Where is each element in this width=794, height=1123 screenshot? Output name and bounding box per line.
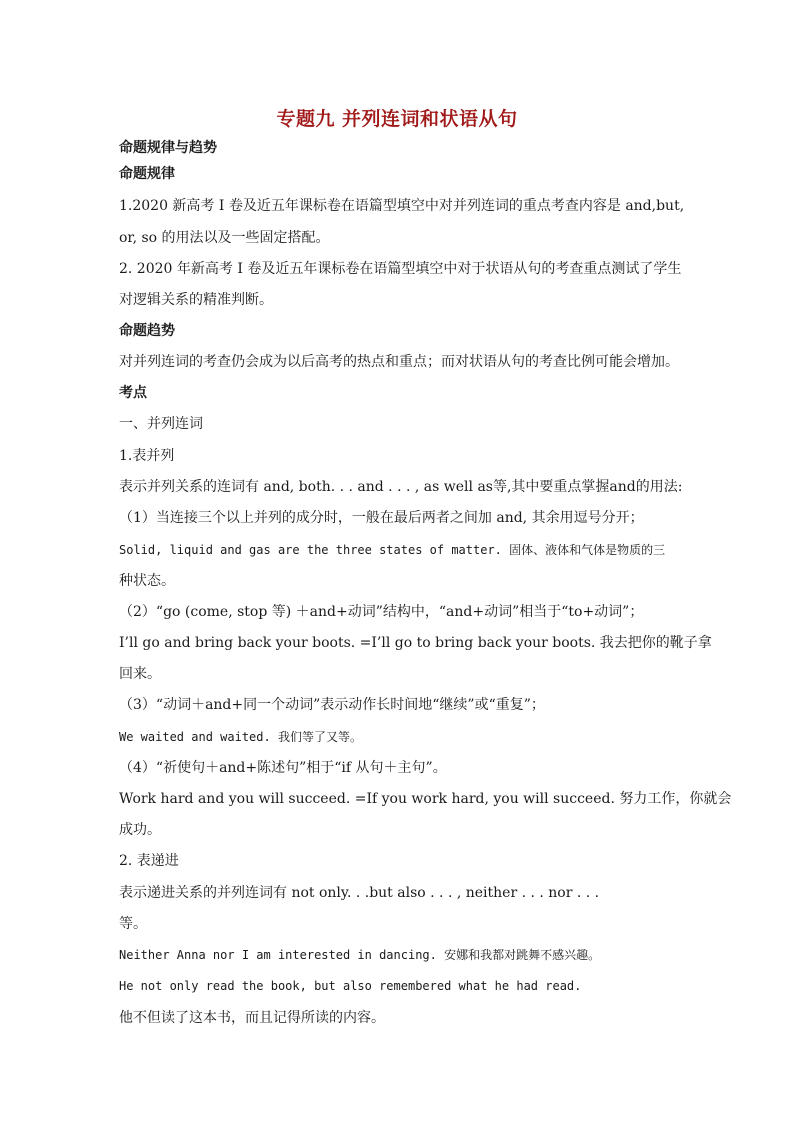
page-title: 专题九 并列连词和状语从句 [276, 108, 518, 130]
paragraph-line: （4）“祈使句＋and+陈述句”相于“if 从句＋主句”。 [119, 760, 447, 776]
section-heading: 考点 [119, 385, 147, 401]
example-sentence: He not only read the book, but also remembered what he had read. [119, 979, 582, 993]
paragraph-line: 2. 表递进 [119, 853, 179, 869]
example-sentence: Solid, liquid and gas are the three states of matter. 固体、液体和气体是物质的三 [119, 543, 666, 557]
example-sentence: We waited and waited. 我们等了又等。 [119, 730, 362, 744]
paragraph-line: 1.2020 新高考 I 卷及近五年课标卷在语篇型填空中对并列连词的重点考查内容是 and,but, [119, 198, 685, 214]
paragraph-line: 2. 2020 年新高考 I 卷及近五年课标卷在语篇型填空中对于状语从句的考查重点测试了学生 [119, 261, 682, 277]
paragraph-line: 他不但读了这本书，而且记得所读的内容。 [119, 1010, 385, 1026]
paragraph-line: （1）当连接三个以上并列的成分时，一般在最后两者之间加 and, 其余用逗号分开； [119, 510, 644, 526]
paragraph-line: 表示并列关系的连词有 and, both. . . and . . . , as well as等,其中要重点掌握and的用法: [119, 479, 683, 495]
paragraph-line: 回来。 [119, 666, 161, 682]
paragraph-line: （3）“动词＋and+同一个动词”表示动作长时间地“继续”或“重复”； [119, 697, 545, 713]
example-sentence: I’ll go and bring back your boots. =I’ll go to bring back your boots. 我去把你的靴子拿 [119, 635, 712, 651]
paragraph-line: 对逻辑关系的精准判断。 [119, 292, 273, 308]
paragraph-line: （2）“go (come, stop 等) ＋and+动词”结构中，“and+动词”相当于“to+动词”； [119, 604, 644, 620]
paragraph-line: 种状态。 [119, 573, 175, 589]
paragraph-line: 成功。 [119, 822, 161, 838]
paragraph-line: 表示递进关系的并列连词有 not only. . .but also . . . , neither . . . nor . . . [119, 885, 600, 901]
paragraph-line: or, so 的用法以及一些固定搭配。 [119, 230, 330, 246]
example-sentence: Neither Anna nor I am interested in dancing. 安娜和我都对跳舞不感兴趣。 [119, 948, 601, 962]
paragraph-line: 1.表并列 [119, 448, 175, 464]
section-heading: 命题规律与趋势 [119, 140, 217, 156]
example-sentence: Work hard and you will succeed. =If you work hard, you will succeed. 努力工作，你就会 [119, 791, 732, 807]
paragraph-line: 一、并列连词 [119, 416, 203, 432]
paragraph-line: 对并列连词的考查仍会成为以后高考的热点和重点；而对状语从句的考查比例可能会增加。 [119, 354, 679, 370]
subsection-heading: 命题趋势 [119, 323, 175, 339]
subsection-heading: 命题规律 [119, 166, 175, 182]
paragraph-line: 等。 [119, 916, 147, 932]
